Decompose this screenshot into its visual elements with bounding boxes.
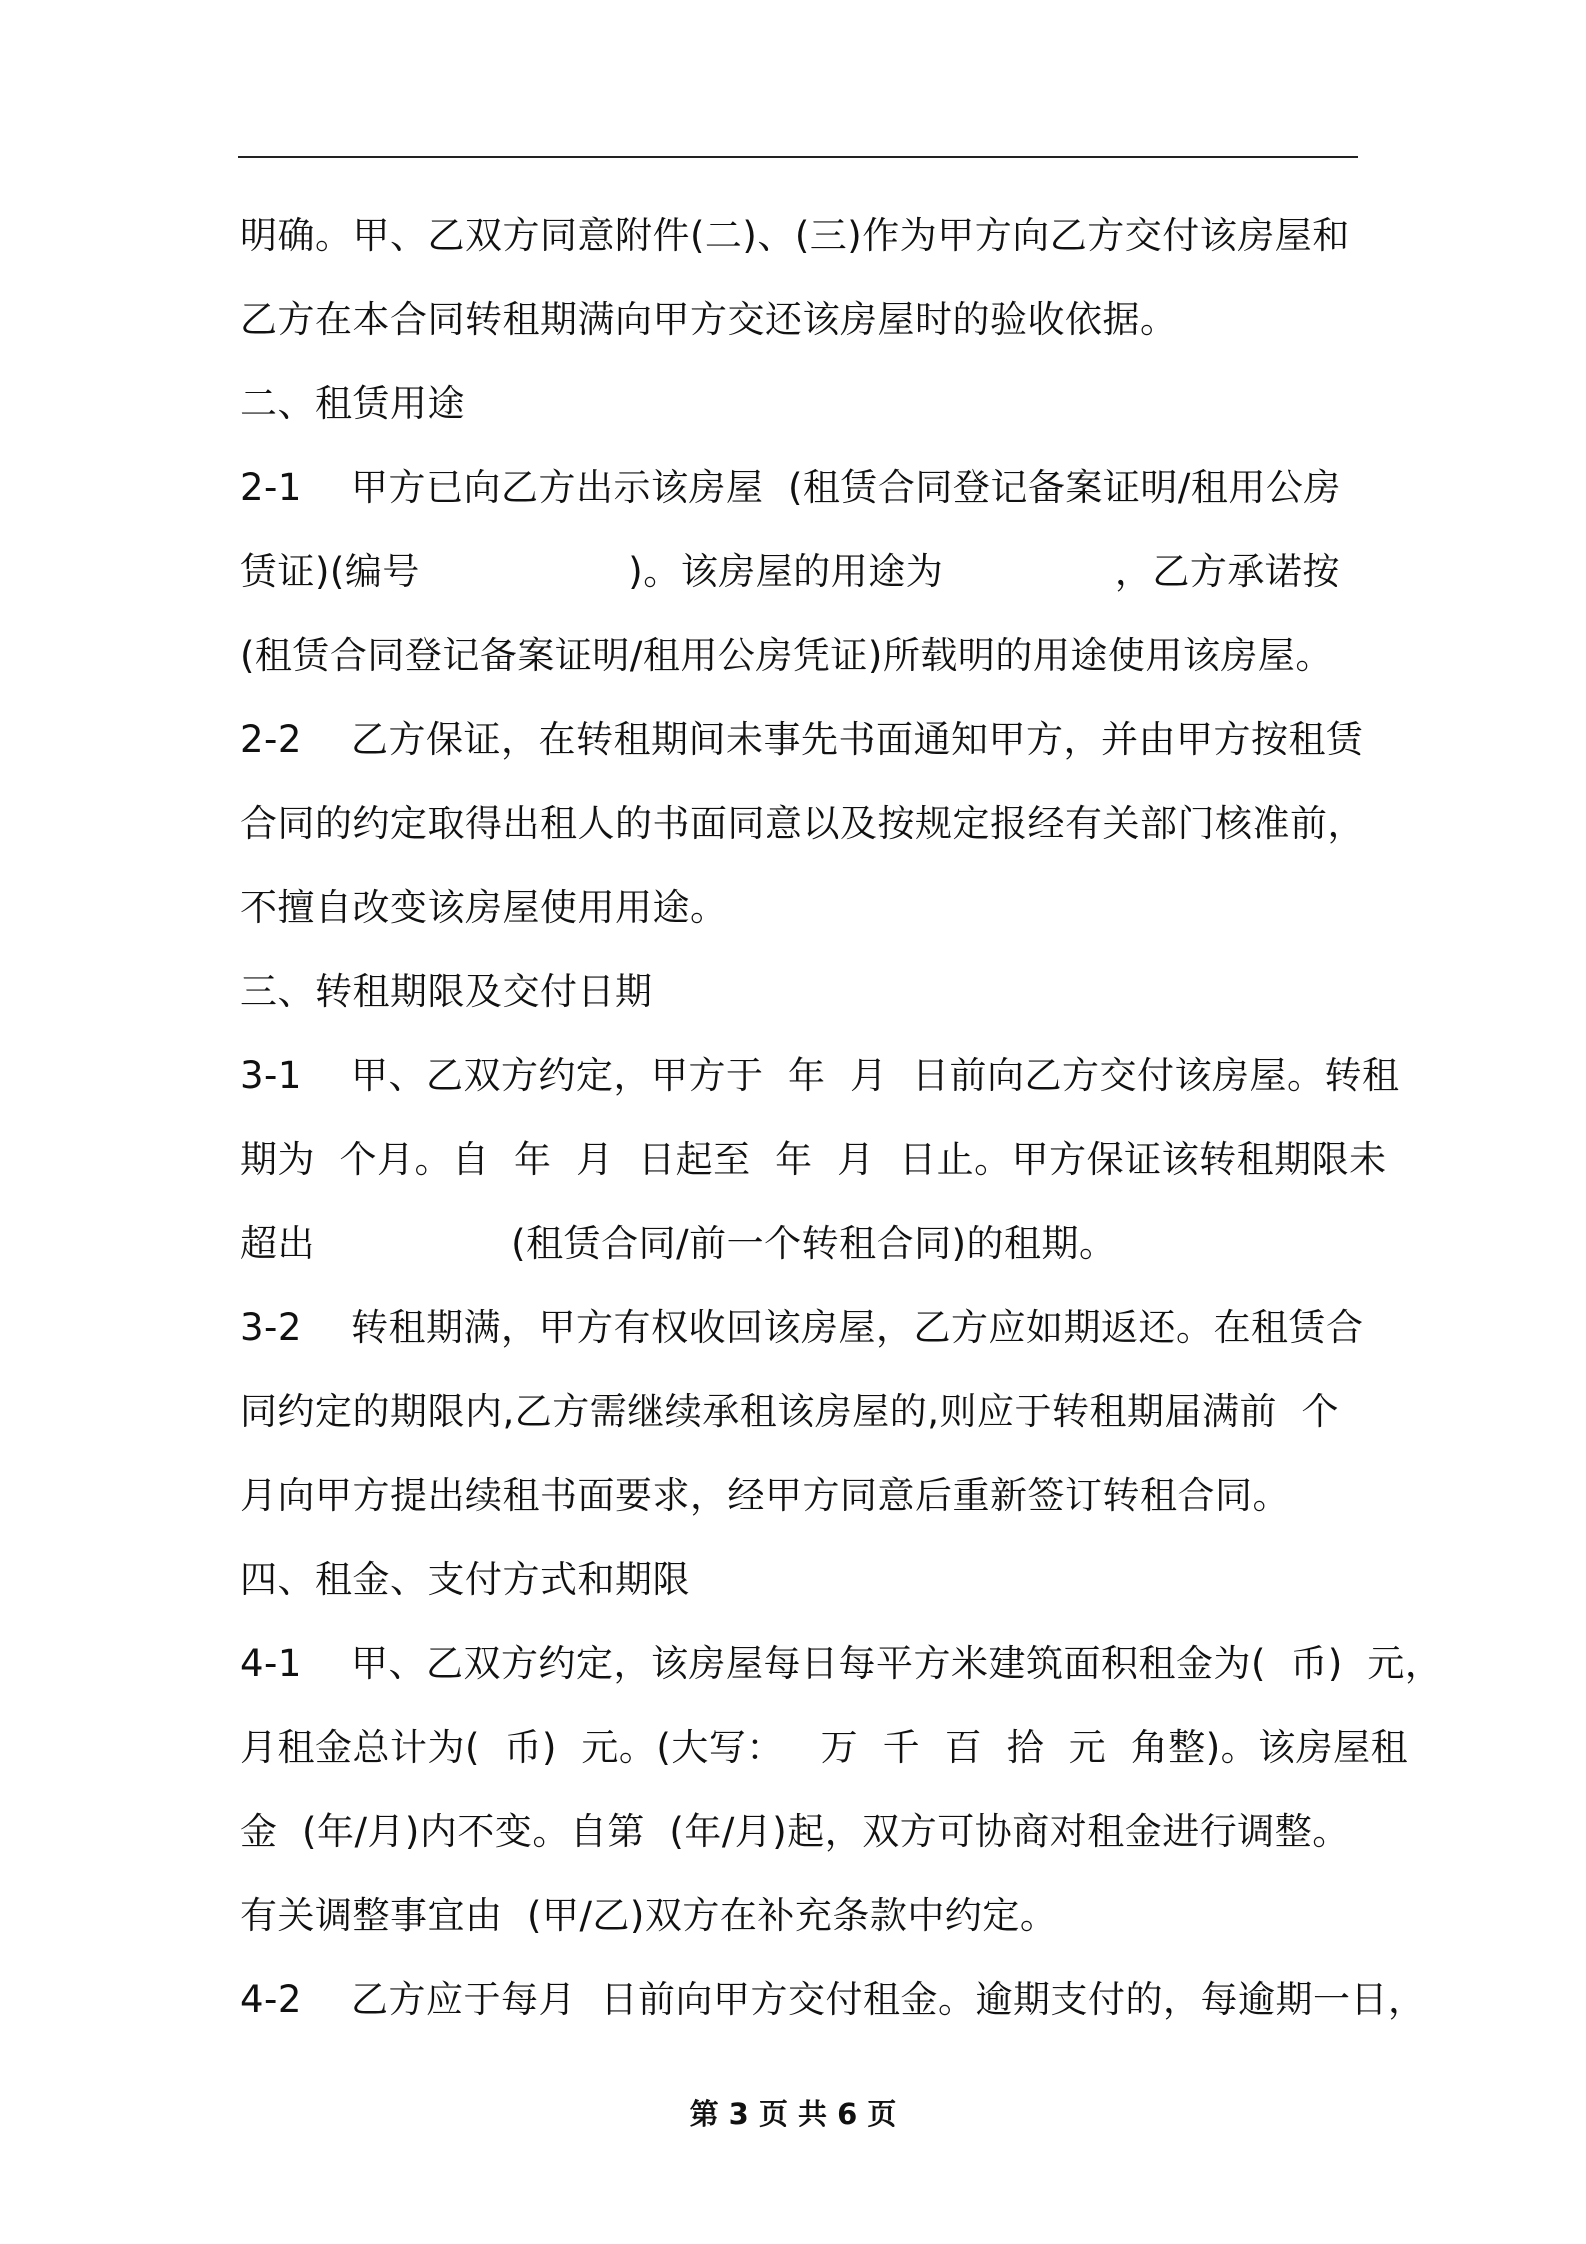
text-line: 2-2 乙方保证，在转租期间未事先书面通知甲方，并由甲方按租赁 bbox=[240, 718, 1364, 761]
text-line: 期为 个月。自 年 月 日起至 年 月 日止。甲方保证该转租期限未 bbox=[240, 1138, 1387, 1181]
text-line: 有关调整事宜由 (甲/乙)双方在补充条款中约定。 bbox=[240, 1894, 1058, 1937]
text-line: 3-1 甲、乙双方约定，甲方于 年 月 日前向乙方交付该房屋。转租 bbox=[240, 1054, 1400, 1097]
section-heading: 三、转租期限及交付日期 bbox=[240, 970, 653, 1013]
text-line: 合同的约定取得出租人的书面同意以及按规定报经有关部门核准前， bbox=[240, 802, 1365, 845]
text-line: 金 (年/月)内不变。自第 (年/月)起，双方可协商对租金进行调整。 bbox=[240, 1810, 1350, 1853]
text-line: 3-2 转租期满，甲方有权收回该房屋，乙方应如期返还。在租赁合 bbox=[240, 1306, 1364, 1349]
text-line: 同约定的期限内,乙方需继续承租该房屋的,则应于转租期届满前 个 bbox=[240, 1390, 1340, 1433]
text-line: 不擅自改变该房屋使用用途。 bbox=[240, 886, 728, 929]
text-line: 2-1 甲方已向乙方出示该房屋 (租赁合同登记备案证明/租用公房 bbox=[240, 466, 1341, 509]
text-line: 4-1 甲、乙双方约定，该房屋每日每平方米建筑面积租金为( 币) 元， bbox=[240, 1642, 1443, 1685]
text-line: 4-2 乙方应于每月 日前向甲方交付租金。逾期支付的，每逾期一日， bbox=[240, 1978, 1426, 2021]
header-divider bbox=[238, 156, 1358, 158]
text-line: 赁证)(编号 )。该房屋的用途为 ，乙方承诺按 bbox=[240, 550, 1340, 593]
text-line: 乙方在本合同转租期满向甲方交还该房屋时的验收依据。 bbox=[240, 298, 1178, 341]
text-line: 超出 (租赁合同/前一个转租合同)的租期。 bbox=[240, 1222, 1117, 1265]
page-number: 第 3 页 共 6 页 bbox=[689, 2097, 897, 2131]
text-line: 月向甲方提出续租书面要求，经甲方同意后重新签订转租合同。 bbox=[240, 1474, 1290, 1517]
text-line: 月租金总计为( 币) 元。(大写： 万 千 百 拾 元 角整)。该房屋租 bbox=[240, 1726, 1409, 1769]
section-heading: 四、租金、支付方式和期限 bbox=[240, 1558, 690, 1601]
text-line: (租赁合同登记备案证明/租用公房凭证)所载明的用途使用该房屋。 bbox=[240, 634, 1333, 677]
document-body bbox=[240, 194, 1443, 2042]
section-heading: 二、租赁用途 bbox=[240, 382, 465, 425]
text-line: 明确。甲、乙双方同意附件(二)、(三)作为甲方向乙方交付该房屋和 bbox=[240, 214, 1350, 257]
